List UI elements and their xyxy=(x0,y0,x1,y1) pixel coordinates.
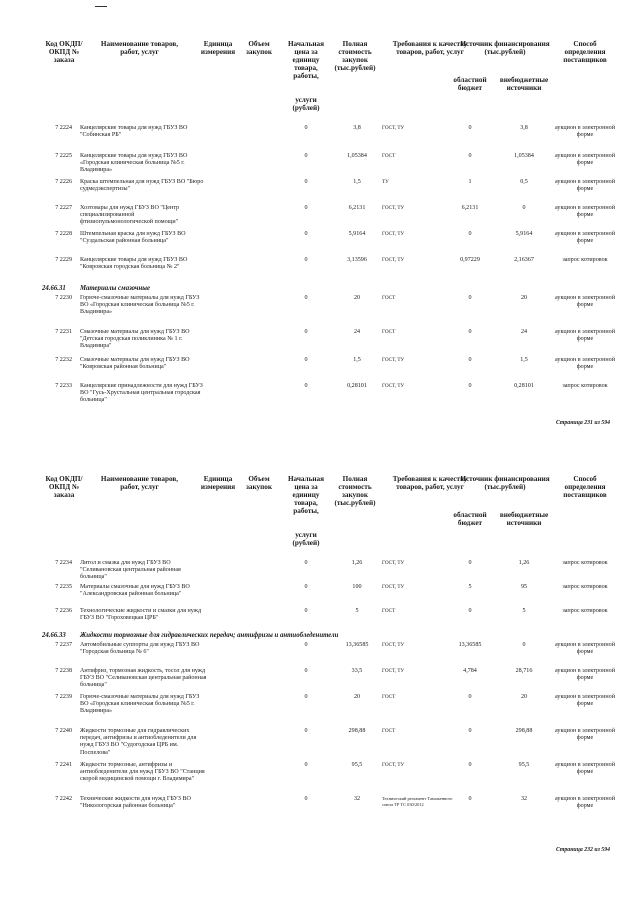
procurement-method: запрос котировок xyxy=(562,584,608,590)
header-regional: областной бюджет xyxy=(453,76,487,92)
row-number: 7 2241 xyxy=(55,762,72,768)
table-row xyxy=(0,560,640,584)
procurement-method: аукцион в электронной форме xyxy=(555,205,615,219)
procurement-method: аукцион в электронной форме xyxy=(555,295,615,309)
total-cost: 5,9164 xyxy=(348,231,366,237)
row-number: 7 2224 xyxy=(55,125,72,131)
item-name: Автомобильные суппорты для нужд ГБУЗ ВО "Городская больница № 6" xyxy=(80,642,200,656)
unit-price: 0 xyxy=(304,153,308,159)
table-row xyxy=(0,357,640,383)
item-name: Штемпельная краска для нужд ГБУЗ ВО "Суздальская районная больница" xyxy=(80,231,186,245)
quality-requirement: ГОСТ, ТУ xyxy=(382,205,405,211)
regional-budget: 0 xyxy=(468,153,472,159)
external-sources: 1,05384 xyxy=(514,153,534,159)
regional-budget: 0 xyxy=(468,762,472,768)
header-price: Начальная цена за единицу товара, работы, xyxy=(287,40,325,80)
header-external: внебюджетные источники xyxy=(499,511,549,527)
procurement-method: аукцион в электронной форме xyxy=(555,668,615,682)
unit-price: 0 xyxy=(304,329,308,335)
procurement-method: аукцион в электронной форме xyxy=(555,728,615,742)
item-name: Смазочные материалы для нужд ГБУЗ ВО "Ковровская районная больница" xyxy=(80,357,190,371)
table-row xyxy=(0,125,640,153)
regional-budget: 5 xyxy=(468,584,472,590)
quality-requirement: ГОСТ xyxy=(382,608,396,614)
quality-requirement: ГОСТ, ТУ xyxy=(382,762,405,768)
table-row xyxy=(0,231,640,257)
quality-requirement: ГОСТ xyxy=(382,329,396,335)
regional-budget: 0 xyxy=(468,231,472,237)
regional-budget: 0 xyxy=(468,560,472,566)
total-cost: 298,88 xyxy=(348,728,366,734)
total-cost: 1,05384 xyxy=(347,153,367,159)
item-name: Горюче-смазочные материалы для нужд ГБУЗ ВО «Городская клиническая больница №5 г. Владимира» xyxy=(80,295,200,316)
table-row xyxy=(0,295,640,329)
procurement-method: аукцион в электронной форме xyxy=(555,231,615,245)
item-name: Технические жидкости для нужд ГБУЗ ВО "Никологорская районная больница" xyxy=(80,796,191,810)
unit-price: 0 xyxy=(304,179,308,185)
external-sources: 298,88 xyxy=(515,728,533,734)
total-cost: 3,8 xyxy=(353,125,361,131)
total-cost: 24 xyxy=(353,329,361,335)
regional-budget: 6,2131 xyxy=(461,205,479,211)
item-name: Канцелярские принадлежности для нужд ГБУЗ ВО "Гусь-Хрустальная центральная городская больница" xyxy=(80,383,203,404)
table-row xyxy=(0,205,640,231)
unit-price: 0 xyxy=(304,257,308,263)
quality-requirement: ГОСТ xyxy=(382,153,396,159)
external-sources: 0 xyxy=(522,205,526,211)
table-row xyxy=(0,179,640,205)
procurement-method: аукцион в электронной форме xyxy=(555,694,615,708)
total-cost: 13,36585 xyxy=(345,642,369,648)
procurement-method: запрос котировок xyxy=(562,257,608,263)
table-row xyxy=(0,694,640,728)
quality-requirement: ГОСТ, ТУ xyxy=(382,125,405,131)
table-row xyxy=(0,584,640,608)
unit-price: 0 xyxy=(304,295,308,301)
external-sources: 5 xyxy=(522,608,526,614)
unit-price: 0 xyxy=(304,796,308,802)
table-header xyxy=(0,475,640,570)
item-name: Горюче-смазочные материалы для нужд ГБУЗ ВО «Городская клиническая больница №5 г. Владимира» xyxy=(80,694,200,715)
external-sources: 0,28101 xyxy=(514,383,534,389)
unit-price: 0 xyxy=(304,642,308,648)
quality-requirement: Технический регламент Таможенного союза ТР ТС 030/2012 xyxy=(382,796,453,807)
quality-requirement: ГОСТ, ТУ xyxy=(382,584,405,590)
group-title: Жидкости тормозные для гидравлических передач; антифризы и антиобледенители xyxy=(80,632,339,639)
total-cost: 95,5 xyxy=(351,762,363,768)
quality-requirement: ГОСТ xyxy=(382,295,396,301)
total-cost: 33,5 xyxy=(351,668,363,674)
row-number: 7 2238 xyxy=(55,668,72,674)
regional-budget: 4,784 xyxy=(463,668,477,674)
header-price-units: услуги (рублей) xyxy=(292,531,320,547)
total-cost: 1,5 xyxy=(353,179,361,185)
row-number: 7 2237 xyxy=(55,642,72,648)
external-sources: 28,716 xyxy=(515,668,533,674)
row-number: 7 2229 xyxy=(55,257,72,263)
item-name: Смазочные материалы для нужд ГБУЗ ВО "Детская городская поликлиника № 1 г. Владимира" xyxy=(80,329,190,350)
total-cost: 1,26 xyxy=(351,560,363,566)
header-price-units: услуги (рублей) xyxy=(292,96,320,112)
procurement-method: аукцион в электронной форме xyxy=(555,125,615,139)
row-number: 7 2242 xyxy=(55,796,72,802)
quality-requirement: ГОСТ xyxy=(382,694,396,700)
item-name: Литол и смазка для нужд ГБУЗ ВО "Селивановская центральная районная больница" xyxy=(80,560,181,581)
external-sources: 24 xyxy=(520,329,528,335)
unit-price: 0 xyxy=(304,762,308,768)
regional-budget: 0 xyxy=(468,608,472,614)
total-cost: 32 xyxy=(353,796,361,802)
row-number: 7 2235 xyxy=(55,584,72,590)
header-total: Полная стоимость закупок (тыс.рублей) xyxy=(334,40,376,72)
item-name: Технологические жидкости и смазки для нужд ГБУЗ ВО "Гороховецкая ЦРБ" xyxy=(80,608,202,622)
row-number: 7 2234 xyxy=(55,560,72,566)
header-volume: Объем закупок xyxy=(246,475,272,491)
external-sources: 1,5 xyxy=(520,357,528,363)
total-cost: 5 xyxy=(355,608,359,614)
procurement-method: аукцион в электронной форме xyxy=(555,153,615,167)
item-name: Канцелярские товары для нужд ГБУЗ ВО "Собинская РБ" xyxy=(80,125,188,139)
item-name: Антифриз, тормозная жидкость, тосол для нужд ГБУЗ ВО "Селивановская центральная районная больница" xyxy=(80,668,207,689)
external-sources: 95,5 xyxy=(518,762,530,768)
unit-price: 0 xyxy=(304,205,308,211)
table-row xyxy=(0,642,640,668)
item-name: Материалы смазочные для нужд ГБУЗ ВО "Александровская районная больница" xyxy=(80,584,190,598)
document-page-232 xyxy=(0,475,640,853)
regional-budget: 0 xyxy=(468,383,472,389)
header-external: внебюджетные источники xyxy=(499,76,549,92)
quality-requirement: ГОСТ, ТУ xyxy=(382,383,405,389)
table-header xyxy=(0,40,640,135)
procurement-method: аукцион в электронной форме xyxy=(555,329,615,343)
regional-budget: 0 xyxy=(468,329,472,335)
group-heading xyxy=(0,632,640,642)
rows-block xyxy=(0,125,640,285)
unit-price: 0 xyxy=(304,383,308,389)
procurement-method: аукцион в электронной форме xyxy=(555,796,615,810)
regional-budget: 0 xyxy=(468,728,472,734)
table-row xyxy=(0,608,640,632)
header-source: Источник финансирования (тыс.рублей) xyxy=(460,40,550,56)
total-cost: 3,13596 xyxy=(347,257,367,263)
header-code: Код ОКДП/ ОКПД № заказа xyxy=(45,40,83,64)
rows-block xyxy=(0,295,640,409)
row-number: 7 2236 xyxy=(55,608,72,614)
total-cost: 1,5 xyxy=(353,357,361,363)
external-sources: 95 xyxy=(520,584,528,590)
total-cost: 100 xyxy=(352,584,362,590)
unit-price: 0 xyxy=(304,125,308,131)
regional-budget: 13,36585 xyxy=(458,642,482,648)
item-name: Канцелярские товары для нужд ГБУЗ ВО «Городская клиническая больница №5 г. Владимира» xyxy=(80,153,188,174)
header-code: Код ОКДП/ ОКПД № заказа xyxy=(45,475,83,499)
unit-price: 0 xyxy=(304,668,308,674)
total-cost: 0,28101 xyxy=(347,383,367,389)
quality-requirement: ГОСТ xyxy=(382,728,396,734)
table-row xyxy=(0,668,640,694)
table-row xyxy=(0,329,640,357)
header-requirements: Требования к качеству товаров, работ, услуг xyxy=(392,40,468,56)
regional-budget: 0 xyxy=(468,357,472,363)
external-sources: 0 xyxy=(522,642,526,648)
regional-budget: 0 xyxy=(468,694,472,700)
page-number: Страница 231 из 594 xyxy=(555,420,610,426)
table-row xyxy=(0,762,640,796)
rows-block xyxy=(0,560,640,632)
procurement-method: запрос котировок xyxy=(562,608,608,614)
table-row xyxy=(0,257,640,285)
total-cost: 20 xyxy=(353,295,361,301)
item-name: Жидкости тормозные для гидравлических передач, антифризы и антиобледенители для нужд ГБУЗ ВО "Судогодская ЦРБ им. Поспелова" xyxy=(80,728,197,756)
header-name: Наименование товаров, работ, услуг xyxy=(100,475,179,491)
header-unit: Единица измерения xyxy=(200,475,236,491)
procurement-method: аукцион в электронной форме xyxy=(555,179,615,193)
quality-requirement: ГОСТ, ТУ xyxy=(382,668,405,674)
row-number: 7 2239 xyxy=(55,694,72,700)
header-unit: Единица измерения xyxy=(200,40,236,56)
table-row xyxy=(0,153,640,179)
external-sources: 1,26 xyxy=(518,560,530,566)
quality-requirement: ТУ xyxy=(382,179,389,185)
quality-requirement: ГОСТ, ТУ xyxy=(382,231,405,237)
row-number: 7 2231 xyxy=(55,329,72,335)
regional-budget: 0 xyxy=(468,796,472,802)
item-name: Канцелярские товары для нужд ГБУЗ ВО "Ковровская городская больница № 2" xyxy=(80,257,188,271)
external-sources: 3,8 xyxy=(520,125,528,131)
unit-price: 0 xyxy=(304,357,308,363)
quality-requirement: ГОСТ, ТУ xyxy=(382,357,405,363)
header-requirements: Требования к качеству товаров, работ, услуг xyxy=(392,475,468,491)
unit-price: 0 xyxy=(304,231,308,237)
header-name: Наименование товаров, работ, услуг xyxy=(100,40,179,56)
row-number: 7 2228 xyxy=(55,231,72,237)
unit-price: 0 xyxy=(304,560,308,566)
regional-budget: 1 xyxy=(468,179,472,185)
procurement-method: аукцион в электронной форме xyxy=(555,357,615,371)
item-name: Жидкости тормозные, антифризы и антиобледенители для нужд ГБУЗ ВО "Станция скорой медицинской помощи г. Владимира" xyxy=(80,762,205,783)
header-regional: областной бюджет xyxy=(453,511,487,527)
external-sources: 20 xyxy=(520,295,528,301)
table-row xyxy=(0,796,640,828)
regional-budget: 0,97229 xyxy=(460,257,480,263)
group-heading xyxy=(0,285,640,295)
header-method: Способ определения поставщиков xyxy=(563,475,607,499)
row-number: 7 2230 xyxy=(55,295,72,301)
row-number: 7 2232 xyxy=(55,357,72,363)
external-sources: 20 xyxy=(520,694,528,700)
row-number: 7 2226 xyxy=(55,179,72,185)
group-title: Материалы смазочные xyxy=(80,285,150,292)
header-source: Источник финансирования (тыс.рублей) xyxy=(460,475,550,491)
rows-block xyxy=(0,642,640,828)
group-code: 24.66.31 xyxy=(42,285,66,292)
external-sources: 2,16367 xyxy=(514,257,534,263)
procurement-method: запрос котировок xyxy=(562,560,608,566)
item-name: Хозтовары для нужд ГБУЗ ВО "Центр специализированной фтизиопульмонологической помощи" xyxy=(80,205,180,226)
item-name: Краска штемпельная для нужд ГБУЗ ВО "Бюро судмедэкспертизы" xyxy=(80,179,204,193)
header-method: Способ определения поставщиков xyxy=(563,40,607,64)
header-volume: Объем закупок xyxy=(246,40,272,56)
table-row xyxy=(0,728,640,762)
row-number: 7 2225 xyxy=(55,153,72,159)
procurement-method: аукцион в электронной форме xyxy=(555,642,615,656)
quality-requirement: ГОСТ, ТУ xyxy=(382,257,405,263)
unit-price: 0 xyxy=(304,608,308,614)
procurement-method: запрос котировок xyxy=(562,383,608,389)
procurement-method: аукцион в электронной форме xyxy=(555,762,615,776)
regional-budget: 0 xyxy=(468,295,472,301)
document-page-231 xyxy=(0,40,640,426)
regional-budget: 0 xyxy=(468,125,472,131)
table-row xyxy=(0,383,640,409)
top-mark xyxy=(95,6,107,7)
unit-price: 0 xyxy=(304,728,308,734)
header-total: Полная стоимость закупок (тыс.рублей) xyxy=(334,475,376,507)
quality-requirement: ГОСТ, ТУ xyxy=(382,560,405,566)
total-cost: 20 xyxy=(353,694,361,700)
unit-price: 0 xyxy=(304,694,308,700)
external-sources: 5,9164 xyxy=(515,231,533,237)
external-sources: 0,5 xyxy=(520,179,528,185)
page-number: Страница 232 из 594 xyxy=(555,847,610,853)
total-cost: 6,2131 xyxy=(348,205,366,211)
quality-requirement: ГОСТ, ТУ xyxy=(382,642,405,648)
external-sources: 32 xyxy=(520,796,528,802)
group-code: 24.66.33 xyxy=(42,632,66,639)
row-number: 7 2240 xyxy=(55,728,72,734)
header-price: Начальная цена за единицу товара, работы, xyxy=(287,475,325,515)
row-number: 7 2227 xyxy=(55,205,72,211)
row-number: 7 2233 xyxy=(55,383,72,389)
unit-price: 0 xyxy=(304,584,308,590)
